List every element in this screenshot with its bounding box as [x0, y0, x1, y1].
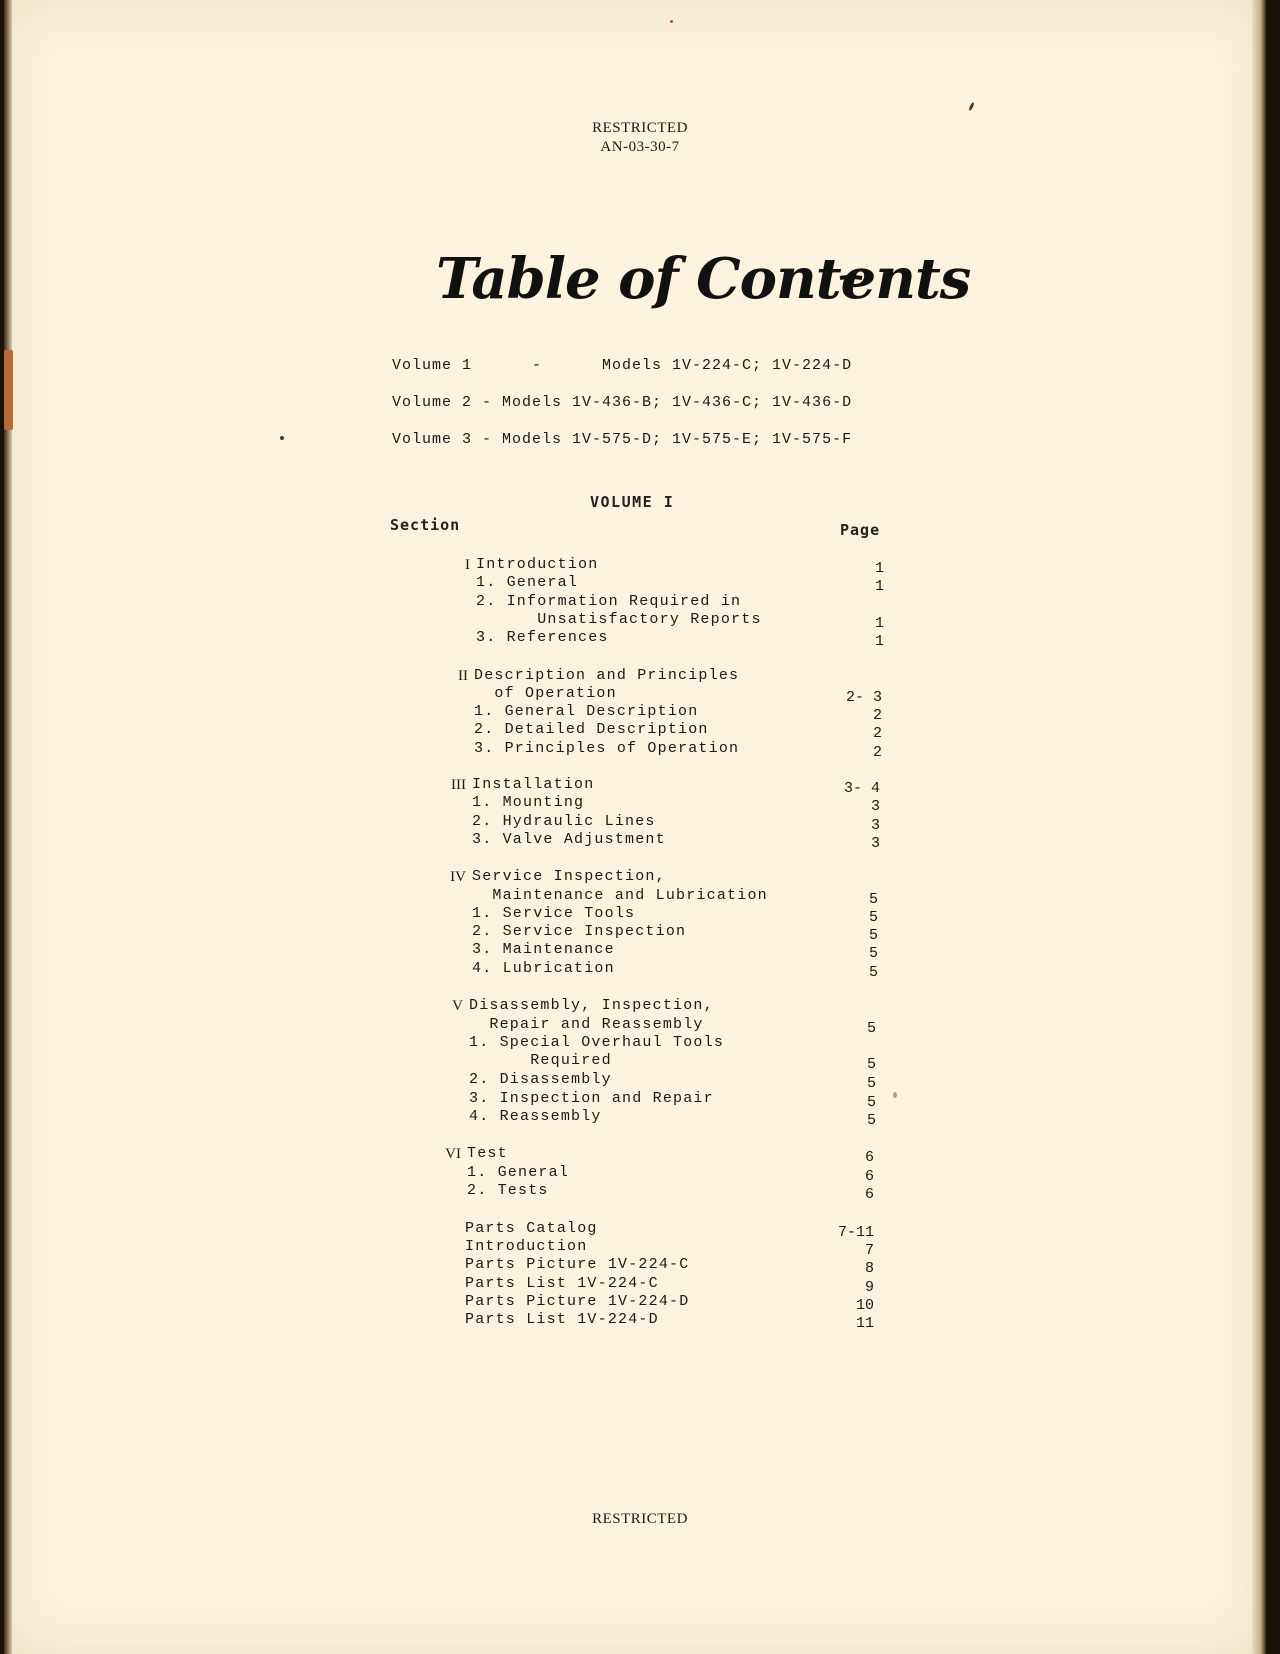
- toc-page-number: 5: [866, 1094, 876, 1111]
- toc-entry: Unsatisfactory Reports: [476, 611, 762, 628]
- toc-entry: 3. Principles of Operation: [474, 740, 740, 757]
- header-classification: RESTRICTED: [592, 120, 688, 136]
- toc-page-number: 6: [864, 1168, 874, 1185]
- toc-entry: Introduction: [476, 556, 599, 573]
- page-title: [430, 238, 971, 328]
- volume-1-models: Volume 1 - Models 1V-224-C; 1V-224-D: [392, 357, 853, 374]
- page-edge-right: [1252, 0, 1266, 1654]
- toc-page-number: 5: [868, 909, 878, 926]
- toc-page-number: 3: [870, 835, 880, 852]
- toc-entry: 1. Service Tools: [472, 905, 636, 922]
- toc-page-number: 1: [874, 560, 884, 577]
- toc-entry: 3. Valve Adjustment: [472, 831, 666, 848]
- toc-entry: Required: [469, 1052, 612, 1069]
- toc-page-number: 10: [855, 1297, 874, 1314]
- toc-entry: 1. General: [476, 574, 579, 591]
- toc-entry: Test: [467, 1145, 508, 1162]
- section-column-header: Section: [390, 516, 461, 534]
- toc-page-number: 1: [874, 578, 884, 595]
- toc-page-number: 1: [874, 633, 884, 650]
- toc-page-number: 6: [864, 1186, 874, 1203]
- toc-section-number: II: [458, 668, 468, 684]
- toc-entry: 2. Service Inspection: [472, 923, 687, 940]
- toc-page-number: 5: [866, 1020, 876, 1037]
- toc-entry: Parts List 1V-224-D: [465, 1311, 659, 1328]
- toc-page-number: 2: [872, 725, 882, 742]
- toc-entry: Parts Picture 1V-224-C: [465, 1256, 690, 1273]
- volume-heading: VOLUME I: [590, 493, 675, 511]
- toc-section-number: III: [451, 777, 466, 793]
- toc-page-number: 5: [868, 945, 878, 962]
- toc-page-number: 9: [864, 1279, 874, 1296]
- toc-entry: Parts Catalog: [465, 1220, 598, 1237]
- toc-entry: Installation: [472, 776, 595, 793]
- toc-page-number: 5: [866, 1056, 876, 1073]
- toc-entry: 1. General: [467, 1164, 570, 1181]
- toc-entry: 2. Tests: [467, 1182, 549, 1199]
- toc-entry: Parts List 1V-224-C: [465, 1275, 659, 1292]
- toc-entry: 2. Detailed Description: [474, 721, 709, 738]
- title-text: Table of Contents: [436, 246, 971, 312]
- toc-page-number: 7: [864, 1242, 874, 1259]
- toc-page-number: 5: [868, 964, 878, 981]
- toc-section-number: I: [465, 557, 470, 573]
- toc-page-number: 5: [866, 1075, 876, 1092]
- toc-page-number: 8: [864, 1260, 874, 1277]
- toc-page-number: 5: [868, 891, 878, 908]
- toc-page-number: 3- 4: [843, 780, 880, 797]
- toc-entry: Description and Principles: [474, 667, 740, 684]
- toc-entry: Parts Picture 1V-224-D: [465, 1293, 690, 1310]
- toc-entry: 1. General Description: [474, 703, 699, 720]
- speck: [280, 436, 284, 440]
- toc-entry: 4. Lubrication: [472, 960, 615, 977]
- toc-section-number: V: [452, 998, 463, 1014]
- toc-entry: 1. Mounting: [472, 794, 585, 811]
- toc-page-number: 7-11: [837, 1224, 874, 1241]
- toc-entry: 2. Information Required in: [476, 593, 742, 610]
- volume-3-models: Volume 3 - Models 1V-575-D; 1V-575-E; 1V-575-F: [392, 431, 853, 448]
- speck: [893, 1092, 897, 1098]
- toc-section-number: VI: [445, 1146, 461, 1162]
- toc-page-number: 11: [855, 1315, 874, 1332]
- header-doc-number: AN-03-30-7: [600, 139, 680, 155]
- toc-entry: Repair and Reassembly: [469, 1016, 704, 1033]
- toc-entry: 3. Maintenance: [472, 941, 615, 958]
- page-edge-left: [4, 0, 12, 1654]
- toc-entry: 3. References: [476, 629, 609, 646]
- toc-page-number: 3: [870, 798, 880, 815]
- toc-entry: Service Inspection,: [472, 868, 666, 885]
- toc-entry: Maintenance and Lubrication: [472, 887, 768, 904]
- page-column-header: Page: [840, 521, 881, 539]
- toc-page-number: 3: [870, 817, 880, 834]
- toc-entry: 2. Hydraulic Lines: [472, 813, 656, 830]
- toc-page-number: 2: [872, 707, 882, 724]
- toc-entry: Introduction: [465, 1238, 588, 1255]
- toc-entry: 2. Disassembly: [469, 1071, 612, 1088]
- toc-page-number: 6: [864, 1149, 874, 1166]
- toc-page-number: 5: [868, 927, 878, 944]
- speck: [670, 20, 673, 23]
- toc-page-number: 2: [872, 744, 882, 761]
- toc-entry: 3. Inspection and Repair: [469, 1090, 714, 1107]
- speck: [968, 102, 975, 111]
- volume-2-models: Volume 2 - Models 1V-436-B; 1V-436-C; 1V-436-D: [392, 394, 853, 411]
- toc-section-number: IV: [450, 869, 466, 885]
- binding-tab: [4, 350, 13, 430]
- toc-entry: Disassembly, Inspection,: [469, 997, 714, 1014]
- toc-entry: of Operation: [474, 685, 617, 702]
- toc-entry: 4. Reassembly: [469, 1108, 602, 1125]
- toc-entry: 1. Special Overhaul Tools: [469, 1034, 725, 1051]
- toc-page-number: 5: [866, 1112, 876, 1129]
- toc-page-number: 2- 3: [845, 689, 882, 706]
- footer-classification: RESTRICTED: [592, 1511, 688, 1527]
- toc-page-number: 1: [874, 615, 884, 632]
